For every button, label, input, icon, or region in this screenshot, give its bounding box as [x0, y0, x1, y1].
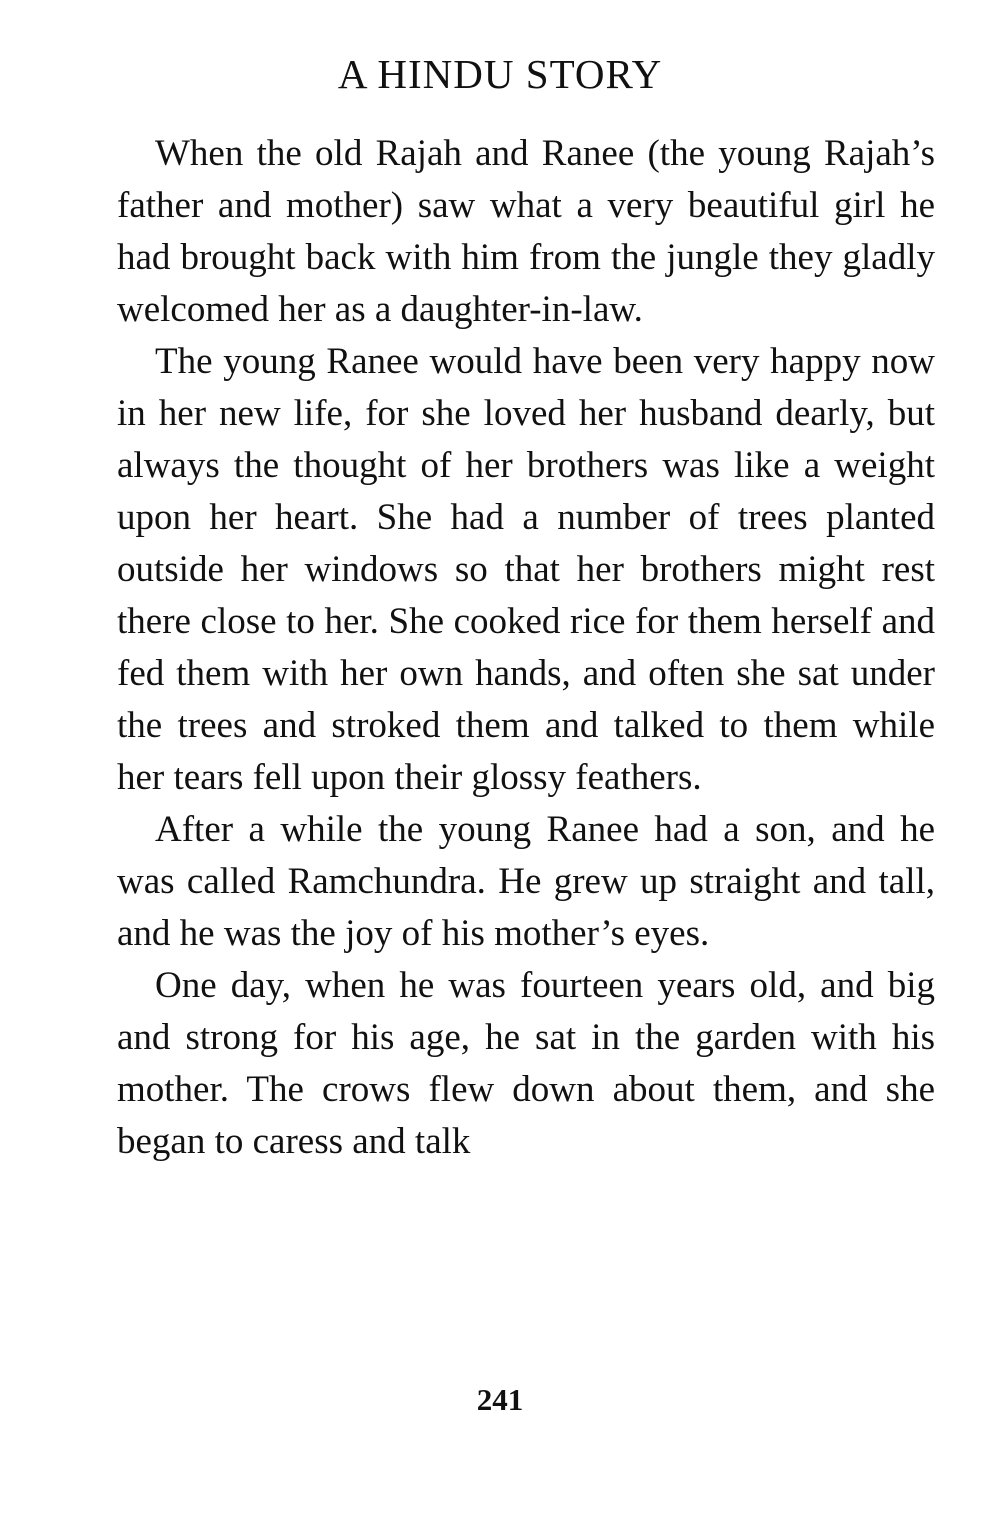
- paragraph: One day, when he was fourteen years old, and big and strong for his age, he sat in the garden with his mother. The crows flew down about them, and she began to caress and talk: [117, 965, 935, 1162]
- paragraph: The young Ranee would have been very happy now in her new life, for she loved her husband dearly, but always the thought of her brothers was like a weight upon her heart. She had a number of trees planted outside her windows so that her brothers might rest there close to her. She cooked rice for them herself and fed them with her own hands, and often she sat under the trees and stroked them and talked to them while her tears fell upon their glossy feathers.: [117, 341, 935, 798]
- page-number: 241: [476, 1382, 524, 1417]
- paragraph: After a while the young Ranee had a son, and he was called Ramchundra. He grew up straight and tall, and he was the joy of his mother’s eyes.: [117, 809, 935, 954]
- paragraph: When the old Rajah and Ranee (the young Rajah’s father and mother) saw what a very beautiful girl he had brought back with him from the jungle they gladly welcomed her as a daughter-in-law.: [117, 133, 935, 330]
- body-text: [117, 128, 935, 1168]
- running-title: A HINDU STORY: [337, 51, 663, 97]
